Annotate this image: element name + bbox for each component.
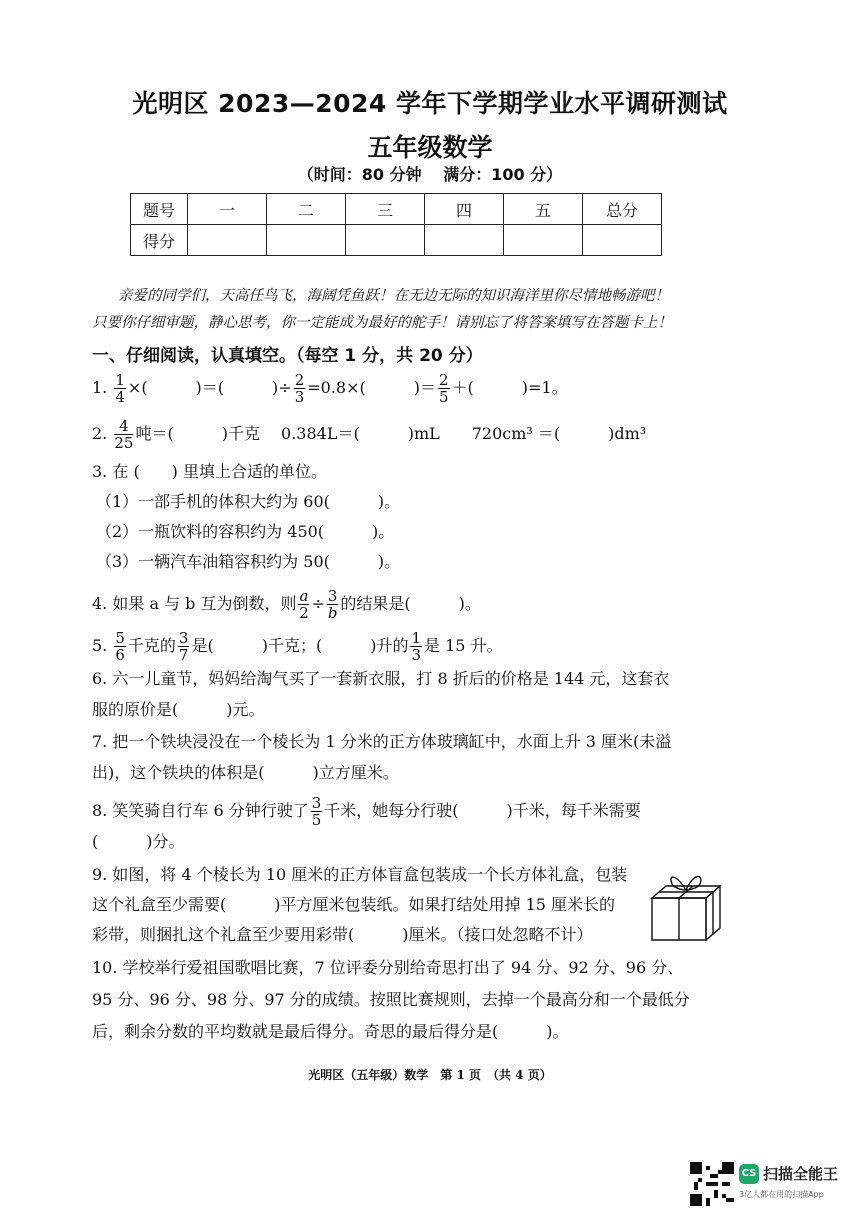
question-3-item-1: （1）一部手机的体积大约为 60( )。 — [96, 492, 401, 511]
question-text: 千米，她每分行驶( )千米，每千米需要 — [324, 801, 641, 820]
fraction: $\frac{3}{b}$ — [327, 587, 338, 622]
score-input-cell[interactable] — [504, 225, 583, 256]
question-10-line-1: 10. 学校举行爱祖国歌唱比赛，7 位评委分别给奇思打出了 94 分、92 分、96 分、 — [92, 958, 684, 977]
fraction: $\frac{3}{7}$ — [178, 629, 189, 664]
question-7-line-1: 7. 把一个铁块浸没在一个棱长为 1 分米的正方体玻璃缸中，水面上升 3 厘米(未溢 — [92, 732, 672, 751]
score-input-cell[interactable] — [267, 225, 346, 256]
score-table-cell: 题号 — [131, 194, 188, 225]
question-2 — [92, 418, 646, 451]
fraction: $\frac{5}{6}$ — [115, 629, 125, 664]
section-1-heading: 一、仔细阅读，认真填空。（每空 1 分，共 20 分） — [92, 346, 483, 366]
score-table — [130, 193, 662, 256]
question-9-line-1: 9. 如图，将 4 个棱长为 10 厘米的正方体盲盒包装成一个长方体礼盒，包装 — [92, 865, 628, 884]
score-table-score-row — [131, 225, 662, 256]
question-number: 2. — [92, 424, 108, 443]
question-text: 8. 笑笑骑自行车 6 分钟行驶了 — [92, 801, 309, 820]
exam-subtitle: 五年级数学 — [367, 133, 493, 162]
question-text: =0.8×( )＝ — [307, 378, 436, 397]
question-text: 的结果是( )。 — [340, 594, 481, 613]
scanner-logo-icon: CS — [739, 1164, 759, 1184]
intro-line-1: 亲爱的同学们，天高任鸟飞，海阔凭鱼跃！在无边无际的知识海洋里你尽情地畅游吧！ — [118, 288, 669, 304]
score-table-cell: 一 — [188, 194, 267, 225]
qr-code-icon — [690, 1162, 734, 1206]
fraction: $\frac{a}{2}$ — [299, 587, 309, 622]
question-8-line-2: ( )分。 — [92, 832, 185, 851]
question-10-line-3: 后，剩余分数的平均数就是最后得分。奇思的最后得分是( )。 — [92, 1022, 569, 1041]
score-input-cell[interactable] — [346, 225, 425, 256]
score-table-header-row — [131, 194, 662, 225]
fraction: $\frac{4}{25}$ — [114, 417, 134, 452]
question-number: 5. — [92, 636, 108, 655]
question-text: 是 15 升。 — [424, 636, 503, 655]
question-text: ＋( )=1。 — [451, 378, 568, 397]
question-5 — [92, 630, 503, 663]
question-8-line-1 — [92, 795, 641, 828]
question-6-line-2: 服的原价是( )元。 — [92, 700, 265, 719]
question-text: ×( )＝( )÷ — [127, 378, 292, 397]
score-table-cell: 三 — [346, 194, 425, 225]
question-9-line-3: 彩带，则捆扎这个礼盒至少要用彩带( )厘米。（接口处忽略不计） — [92, 925, 593, 944]
question-text: 千克的 — [127, 636, 176, 655]
score-table-cell: 得分 — [131, 225, 188, 256]
fraction: $\frac{3}{5}$ — [311, 794, 322, 829]
question-text: 是( )千克；( )升的 — [191, 636, 409, 655]
score-table-cell: 二 — [267, 194, 346, 225]
question-text: 吨＝( )千克 0.384L＝( )mL 720cm³ ＝( )dm³ — [135, 424, 647, 443]
score-table-cell: 五 — [504, 194, 583, 225]
page-footer: 光明区（五年级）数学 第 1 页 （共 4 页） — [308, 1068, 552, 1082]
score-input-cell[interactable] — [188, 225, 267, 256]
question-number: 1. — [92, 378, 108, 397]
question-text: 4. 如果 a 与 b 互为倒数，则 — [92, 594, 297, 613]
question-7-line-2: 出)，这个铁块的体积是( )立方厘米。 — [92, 763, 399, 782]
score-table-cell: 总分 — [583, 194, 662, 225]
fraction: $\frac{1}{3}$ — [411, 629, 421, 664]
fraction: $\frac{1}{4}$ — [115, 371, 125, 406]
question-10-line-2: 95 分、96 分、98 分、97 分的成绩。按照比赛规则，去掉一个最高分和一个最低分 — [92, 990, 690, 1009]
scanner-tagline: 3亿人都在用的扫描App — [739, 1190, 824, 1199]
question-6-line-1: 6. 六一儿童节，妈妈给淘气买了一套新衣服，打 8 折后的价格是 144 元，这套衣 — [92, 669, 670, 688]
intro-line-2: 只要你仔细审题，静心思考，你一定能成为最好的舵手！请别忘了将答案填写在答题卡上！ — [92, 315, 672, 331]
question-1 — [92, 372, 568, 405]
question-9-line-2: 这个礼盒至少需要( )平方厘米包装纸。如果打结处用掉 15 厘米长的 — [92, 895, 616, 914]
scanner-app-name: 扫描全能王 — [763, 1165, 839, 1183]
exam-title: 光明区 2023—2024 学年下学期学业水平调研测试 — [132, 89, 728, 118]
score-input-cell[interactable] — [425, 225, 504, 256]
score-input-cell[interactable] — [583, 225, 662, 256]
exam-meta: （时间：80 分钟 满分：100 分） — [297, 165, 563, 184]
question-3-item-2: （2）一瓶饮料的容积约为 450( )。 — [96, 522, 395, 541]
fraction: $\frac{2}{5}$ — [439, 371, 449, 406]
question-3-item-3: （3）一辆汽车油箱容积约为 50( )。 — [96, 552, 401, 571]
fraction: $\frac{2}{3}$ — [294, 371, 305, 406]
question-4: 4. 如果 a 与 b 互为倒数，则 $\frac{a}{2}$ ÷ $\frac{3}{b}$ 的结果是( )。 — [92, 587, 481, 622]
question-3-stem: 3. 在 ( ) 里填上合适的单位。 — [92, 462, 328, 481]
score-table-cell: 四 — [425, 194, 504, 225]
gift-box-figure — [648, 870, 724, 946]
